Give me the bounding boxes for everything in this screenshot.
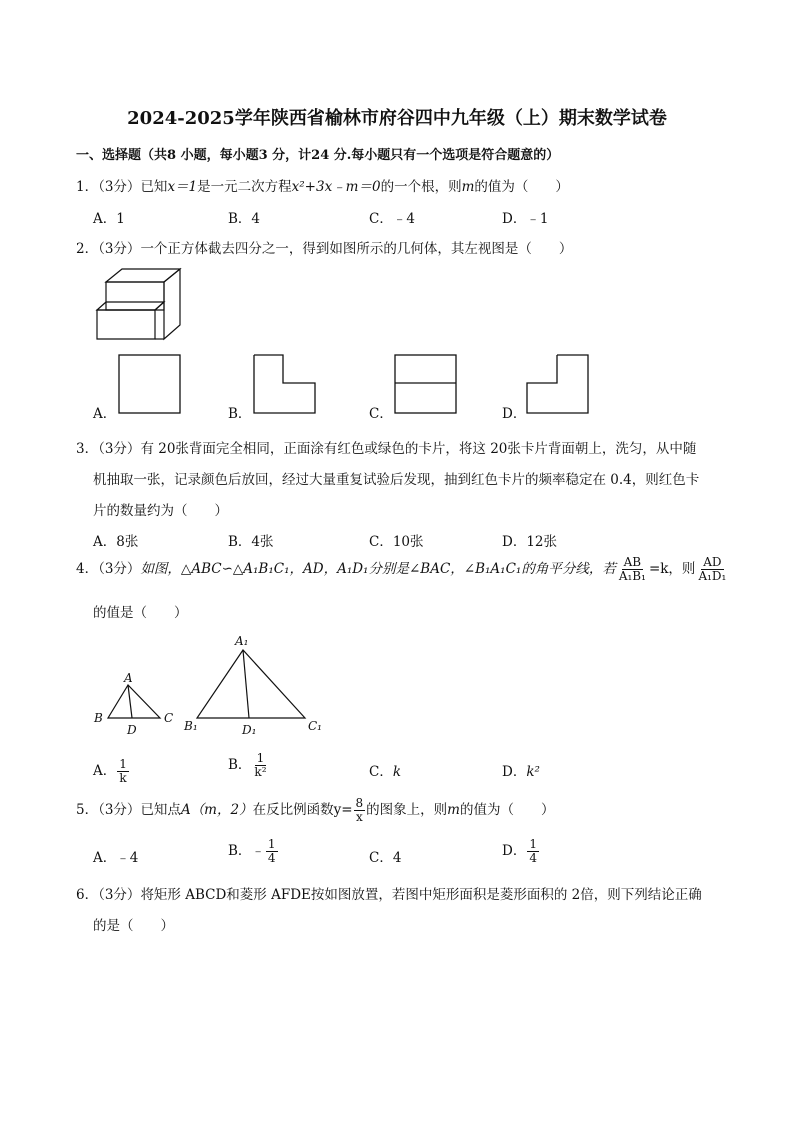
option-fraction	[117, 758, 129, 785]
option-value: 4	[251, 211, 261, 227]
bisector-ad	[128, 685, 132, 718]
q4-option-d[interactable]	[502, 760, 540, 780]
option-value: 4	[392, 850, 402, 866]
label-c: C	[164, 711, 174, 725]
q4-ratio-equals: =k，则	[648, 561, 696, 577]
q2-option-a[interactable]	[93, 402, 116, 422]
q1-text-b: 是一元二次方程	[197, 179, 292, 195]
q1-option-c[interactable]	[369, 207, 415, 227]
q2-option-b[interactable]	[228, 402, 251, 422]
q5-text-b: 在反比例函数	[252, 802, 334, 818]
option-label: C．	[369, 850, 393, 866]
q2-score: （3分）	[98, 241, 141, 257]
q1-number: 1．	[76, 179, 99, 195]
q6-number: 6．	[76, 887, 99, 903]
solid-edge	[155, 302, 164, 310]
q2-option-d-figure	[525, 353, 591, 415]
q1-text-c: 的一个根，则	[380, 179, 462, 195]
option-label: D．	[502, 843, 527, 859]
q5-text-a: 已知点	[140, 802, 181, 818]
fraction-denominator: 4	[529, 851, 537, 865]
option-label: B．	[228, 406, 252, 422]
fraction-denominator: 4	[267, 851, 276, 865]
option-label: A．	[93, 850, 117, 866]
option-label: C．	[369, 406, 393, 422]
q1-score: （3分）	[98, 179, 141, 195]
q4-number: 4．	[76, 561, 99, 577]
q2-option-a-figure	[117, 353, 183, 415]
q5-score: （3分）	[98, 802, 141, 818]
solid-step-top	[97, 302, 164, 310]
q2-solid-figure	[94, 262, 184, 344]
q3-text-line1: 有 20张背面完全相同，正面涂有红色或绿色的卡片，将这 20张卡片背面朝上，洗匀，从中随	[140, 441, 697, 457]
q4-text: 如图，△ABC∽△A₁B₁C₁，AD，A₁D₁分别是∠BAC，∠B₁A₁C₁的角平分线，若	[140, 561, 616, 577]
question-6-line-1	[76, 883, 702, 903]
option-label: C．	[369, 764, 393, 780]
q3-option-d[interactable]	[502, 530, 557, 550]
option-value: ﹣1	[526, 211, 549, 227]
square-view	[395, 355, 456, 413]
fraction-numerator: 1	[256, 751, 265, 765]
option-label: B．	[228, 843, 252, 859]
option-value: ﹣4	[392, 211, 415, 227]
q2-option-b-figure	[252, 353, 318, 415]
label-c1: C₁	[308, 719, 322, 733]
option-sign: ﹣	[251, 843, 265, 859]
q4-option-c[interactable]	[369, 760, 401, 780]
fraction-denominator: k²	[254, 765, 267, 779]
solid-right-face	[164, 269, 180, 339]
q4-ask-fraction	[696, 556, 728, 583]
fraction-denominator: A₁B₁	[618, 569, 646, 583]
q5-option-c[interactable]	[369, 846, 401, 866]
fraction-numerator: AD	[703, 555, 722, 569]
question-6-line-2: 的是（ ）	[93, 918, 174, 934]
q5-option-a[interactable]	[93, 846, 138, 866]
question-2	[76, 237, 572, 257]
option-label: C．	[369, 211, 393, 227]
q2-text: 一个正方体截去四分之一，得到如图所示的几何体，其左视图是（ ）	[140, 241, 573, 257]
option-label: A．	[93, 406, 117, 422]
option-label: B．	[228, 757, 252, 773]
fraction-denominator: A₁D₁	[698, 569, 727, 583]
solid-upper-front	[106, 282, 164, 310]
label-b1: B₁	[184, 719, 198, 733]
q1-option-a[interactable]	[93, 207, 125, 227]
label-a1: A₁	[235, 634, 249, 648]
page-title: 2024-2025学年陕西省榆林市府谷四中九年级（上）期末数学试卷	[127, 108, 667, 129]
question-3-line-1	[76, 437, 696, 457]
q5-option-b[interactable]	[228, 838, 279, 865]
option-value: 4张	[251, 534, 274, 550]
q1-variable: m	[461, 179, 475, 195]
option-fraction	[527, 838, 539, 865]
q5-point: A（m，2）	[180, 802, 253, 818]
solid-lower-front	[97, 310, 155, 339]
l-shape-view	[254, 355, 315, 413]
label-b: B	[94, 711, 103, 725]
question-4-line-1	[76, 556, 729, 583]
option-label: D．	[502, 764, 527, 780]
q5-variable: m	[447, 802, 460, 818]
option-label: A．	[93, 534, 117, 550]
q2-number: 2．	[76, 241, 99, 257]
solid-top-face	[106, 269, 180, 282]
q1-text-d: 的值为（ ）	[474, 179, 569, 195]
q3-option-b[interactable]	[228, 530, 274, 550]
fraction-numerator: AB	[623, 555, 642, 569]
option-value: 8张	[116, 534, 139, 550]
q4-ratio-fraction	[617, 556, 648, 583]
fraction-numerator: 1	[119, 757, 127, 771]
option-value: ﹣4	[116, 850, 139, 866]
option-label: D．	[502, 211, 527, 227]
large-triangle	[197, 650, 305, 718]
q4-triangles-figure	[90, 630, 330, 740]
option-fraction	[252, 752, 268, 779]
q1-option-b[interactable]	[228, 207, 260, 227]
question-3-line-3: 片的数量约为（ ）	[93, 503, 228, 519]
fraction-numerator: 1	[529, 837, 537, 851]
q2-option-d[interactable]	[502, 402, 526, 422]
option-label: A．	[93, 211, 117, 227]
question-3-line-2: 机抽取一张，记录颜色后放回，经过大量重复试验后发现，抽到红色卡片的频率稳定在 0.4，则红色卡	[93, 472, 700, 488]
question-4-line-2: 的值是（ ）	[93, 605, 188, 621]
option-label: B．	[228, 211, 252, 227]
q1-text-a: 已知	[140, 179, 168, 195]
option-value: 1	[116, 211, 125, 227]
section-heading: 一、选择题（共8 小题，每小题3 分，计24 分.每小题只有一个选项是符合题意的）	[76, 148, 560, 163]
q5-function-fraction	[354, 797, 366, 824]
q2-option-c-figure	[393, 353, 459, 415]
option-label: D．	[502, 534, 527, 550]
label-d1: D₁	[242, 723, 257, 737]
q5-text-d: 的值为（ ）	[459, 802, 555, 818]
option-value: k	[392, 764, 402, 780]
bisector-a1d1	[243, 650, 249, 718]
option-value: 12张	[526, 534, 558, 550]
option-label: A．	[93, 763, 117, 779]
option-value: 10张	[392, 534, 424, 550]
question-5	[76, 797, 554, 824]
fraction-denominator: k	[119, 771, 127, 785]
square-view	[119, 355, 180, 413]
option-label: D．	[502, 406, 527, 422]
q5-text-c: 的图象上，则	[366, 802, 448, 818]
l-shape-view	[527, 355, 588, 413]
q4-option-b[interactable]	[228, 752, 270, 779]
q2-option-c[interactable]	[369, 402, 393, 422]
option-fraction	[266, 838, 278, 865]
q3-option-a[interactable]	[93, 530, 138, 550]
q4-score: （3分）	[98, 561, 141, 577]
q6-text-line1: 将矩形 ABCD和菱形 AFDE按如图放置，若图中矩形面积是菱形面积的 2倍，则下列结论正确	[140, 887, 702, 903]
q1-condition: x＝1	[167, 179, 198, 195]
q5-function-lhs: y=	[333, 802, 353, 818]
fraction-denominator: x	[355, 810, 363, 824]
q3-number: 3．	[76, 441, 99, 457]
q1-option-d[interactable]	[502, 207, 548, 227]
option-label: C．	[369, 534, 393, 550]
q6-score: （3分）	[98, 887, 141, 903]
q1-equation: x²+3x﹣m＝0	[291, 179, 381, 195]
label-d: D	[127, 723, 137, 737]
q4-option-a[interactable]	[93, 758, 130, 785]
fraction-numerator: 1	[267, 837, 276, 851]
fraction-numerator: 8	[355, 796, 364, 810]
q5-number: 5．	[76, 802, 99, 818]
label-a: A	[124, 671, 133, 685]
q3-option-c[interactable]	[369, 530, 424, 550]
option-value: k²	[526, 764, 540, 780]
q3-score: （3分）	[98, 441, 141, 457]
small-triangle	[108, 685, 160, 718]
question-1	[76, 175, 569, 195]
q5-option-d[interactable]	[502, 838, 540, 865]
option-label: B．	[228, 534, 252, 550]
